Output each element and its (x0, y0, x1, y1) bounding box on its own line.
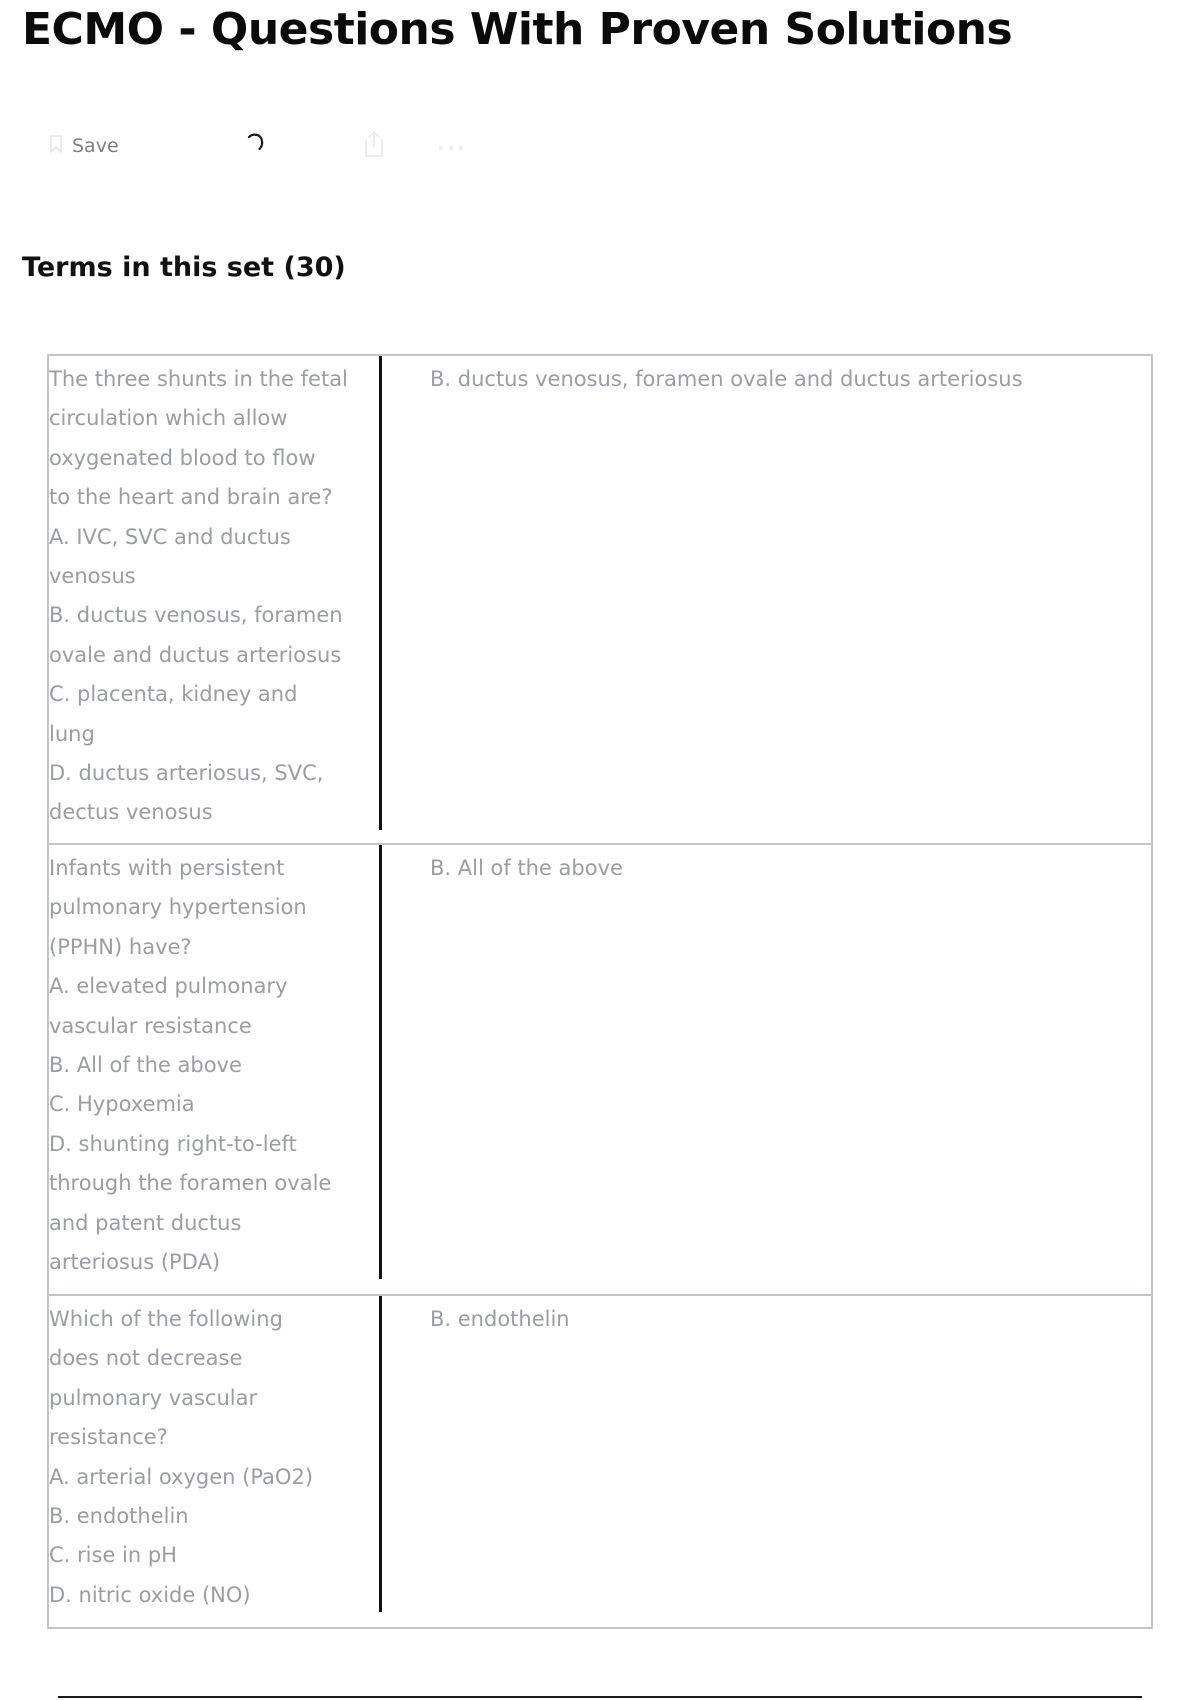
term-answer: B. ductus venosus, foramen ovale and ductus arteriosus (430, 367, 1023, 391)
term-card[interactable] (47, 845, 1153, 1296)
share-icon (362, 129, 386, 163)
share-button[interactable] (362, 128, 386, 164)
refresh-icon (242, 131, 268, 161)
term-question: Which of the following does not decrease pulmonary vascular resistance? A. arterial oxygen (PaO2) B. endothelin C. rise in pH D. nitric oxide (NO) (49, 1307, 314, 1607)
term-divider (379, 356, 382, 830)
term-divider (379, 1296, 382, 1612)
refresh-button[interactable] (242, 128, 268, 164)
bookmark-icon (50, 135, 62, 157)
terms-count-heading: Terms in this set (30) (22, 252, 346, 283)
save-button[interactable] (50, 128, 119, 164)
term-answer: B. endothelin (430, 1307, 570, 1331)
term-answer: B. All of the above (430, 856, 623, 880)
term-divider (379, 845, 382, 1279)
term-question: The three shunts in the fetal circulation which allow oxygenated blood to flow to the heart and brain are? A. IVC, SVC and ductus venosus B. ductus venosus, foramen ovale and ductus arteriosus C. placenta, kidney and lung D. ductus arteriosus, SVC, dectus venosus (49, 367, 348, 825)
footer-divider (58, 1696, 1142, 1698)
page-title: ECMO - Questions With Proven Solutions (22, 4, 1013, 55)
more-icon (436, 137, 466, 156)
term-card[interactable] (47, 354, 1153, 845)
term-question: Infants with persistent pulmonary hypertension (PPHN) have? A. elevated pulmonary vascular resistance B. All of the above C. Hypoxemia D. shunting right-to-left through the foramen ovale and patent ductus arteriosus (PDA) (49, 856, 332, 1275)
terms-list (47, 354, 1153, 1629)
toolbar (50, 128, 490, 164)
more-button[interactable] (436, 128, 466, 164)
term-card[interactable] (47, 1296, 1153, 1629)
save-label: Save (72, 135, 119, 157)
